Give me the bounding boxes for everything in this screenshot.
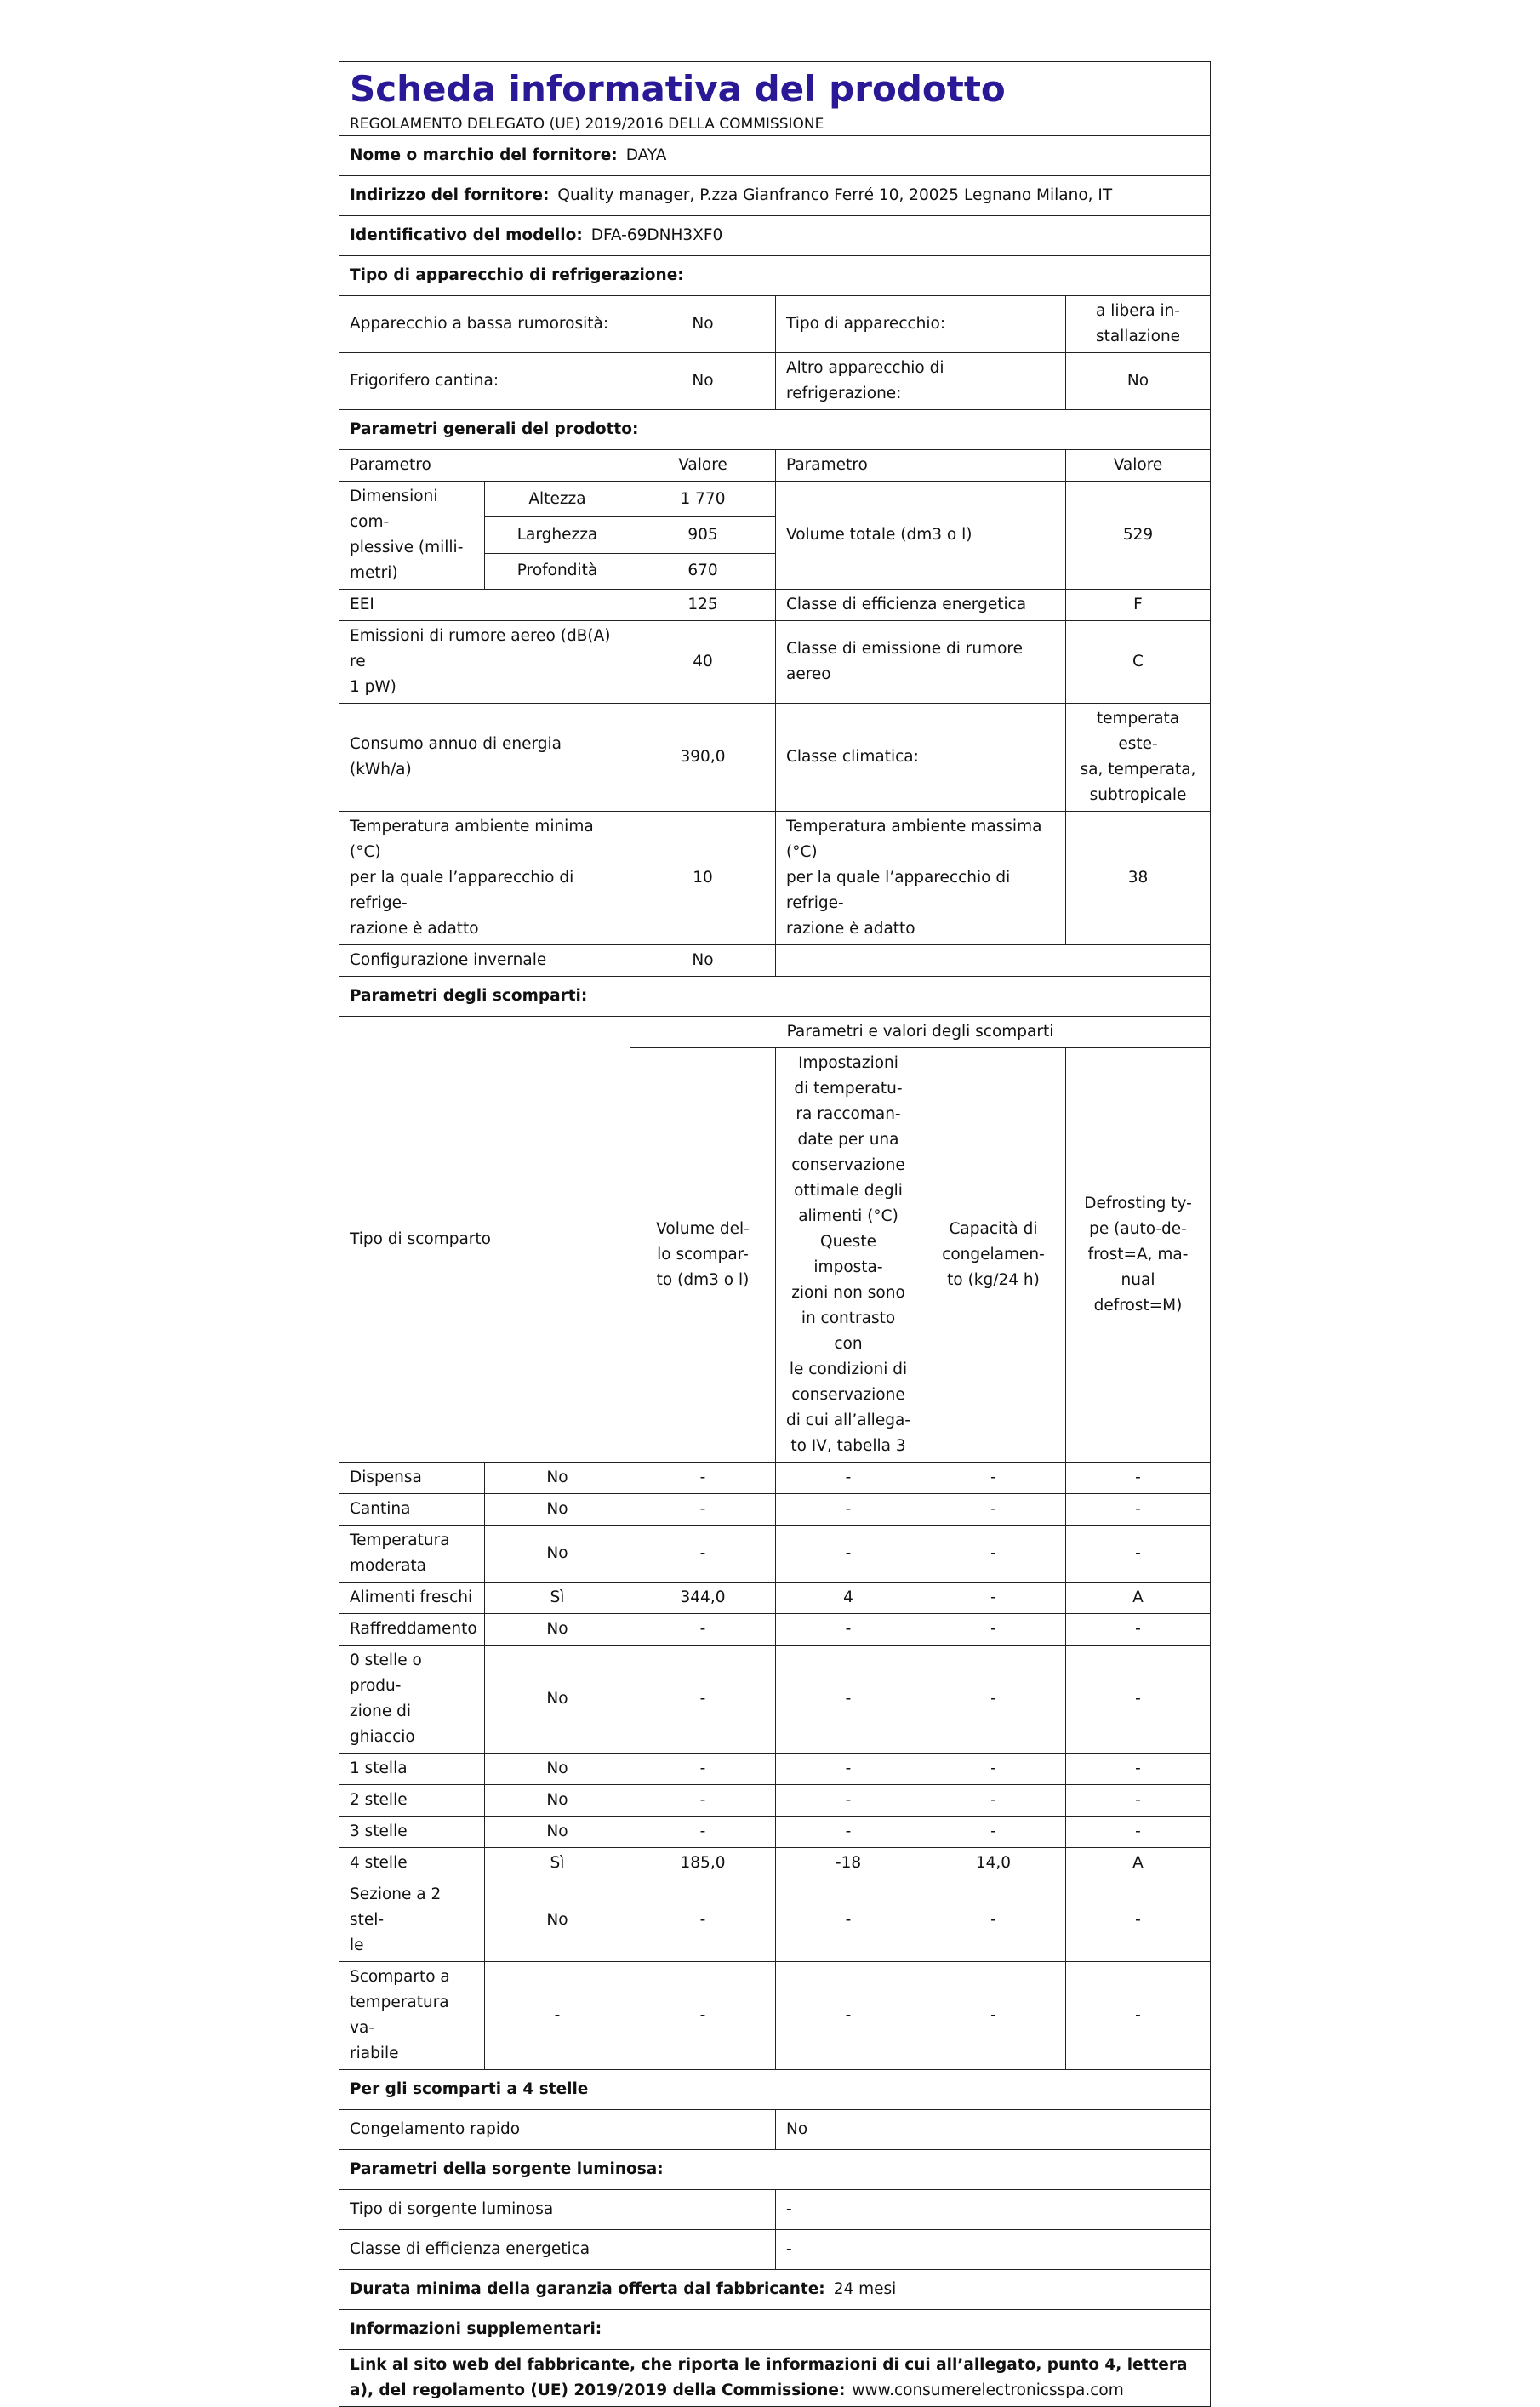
- compartment-present: No: [485, 1463, 630, 1494]
- general-param-value: 390,0: [630, 704, 776, 812]
- compartments-group-header: Parametri e valori degli scomparti: [630, 1017, 1211, 1048]
- compartment-freezing-capacity: -: [921, 1614, 1066, 1646]
- compartment-volume: -: [630, 1646, 776, 1754]
- general-param-value: 10: [630, 812, 776, 945]
- appliance-row: [339, 353, 1211, 410]
- additional-heading-row: [339, 2310, 1211, 2350]
- winter-config-label: Configurazione invernale: [339, 945, 630, 977]
- compartment-row: [339, 1817, 1211, 1848]
- compartment-present: No: [485, 1646, 630, 1754]
- light-source-row: [339, 2190, 1211, 2230]
- dimension-value: 905: [630, 517, 776, 553]
- supplier-name-row: [339, 136, 1211, 176]
- compartment-temperature: -: [776, 1463, 921, 1494]
- general-param-value: F: [1066, 590, 1211, 621]
- compartment-freezing-capacity: -: [921, 1583, 1066, 1614]
- general-param-value: temperata este- sa, temperata, subtropicale: [1066, 704, 1211, 812]
- compartment-name: 4 stelle: [339, 1848, 485, 1879]
- general-param-label: Classe climatica:: [776, 704, 1066, 812]
- empty-cell: [776, 945, 1211, 977]
- general-param-row: [339, 621, 1211, 704]
- column-header-value: Valore: [1066, 450, 1211, 482]
- supplier-address-label: Indirizzo del fornitore:: [350, 186, 550, 204]
- product-sheet-table: [339, 61, 1211, 2407]
- compartment-freezing-capacity: -: [921, 1526, 1066, 1583]
- compartment-row: [339, 1494, 1211, 1526]
- compartment-row: [339, 1754, 1211, 1785]
- winter-config-value: No: [630, 945, 776, 977]
- compartment-defrosting-type: -: [1066, 1463, 1211, 1494]
- total-volume-value: 529: [1066, 482, 1211, 590]
- compartment-name: Dispensa: [339, 1463, 485, 1494]
- compartment-volume: 185,0: [630, 1848, 776, 1879]
- compartment-freezing-capacity: -: [921, 1785, 1066, 1817]
- compartment-volume: -: [630, 1817, 776, 1848]
- compartment-freezing-capacity: -: [921, 1463, 1066, 1494]
- dimension-name: Larghezza: [485, 517, 630, 553]
- compartment-temperature: -: [776, 1494, 921, 1526]
- compartment-freezing-capacity: -: [921, 1879, 1066, 1962]
- supplier-address-row: [339, 176, 1211, 216]
- compartment-present: No: [485, 1614, 630, 1646]
- compartment-row: [339, 1848, 1211, 1879]
- compartment-temperature: -: [776, 1754, 921, 1785]
- general-params-heading: Parametri generali del prodotto:: [339, 410, 1211, 450]
- compartment-present: Sì: [485, 1848, 630, 1879]
- light-source-value: -: [776, 2190, 1211, 2230]
- appliance-type-heading: Tipo di apparecchio di refrigerazione:: [339, 256, 1211, 296]
- column-header-parameter: Parametro: [776, 450, 1066, 482]
- general-header-row: [339, 450, 1211, 482]
- compartment-volume: -: [630, 1754, 776, 1785]
- compartment-defrosting-type: -: [1066, 1879, 1211, 1962]
- compartment-volume: -: [630, 1526, 776, 1583]
- compartment-present: No: [485, 1494, 630, 1526]
- general-param-row: [339, 590, 1211, 621]
- additional-info-heading: Informazioni supplementari:: [339, 2310, 1211, 2350]
- compartment-row: [339, 1526, 1211, 1583]
- compartment-temperature: -: [776, 1646, 921, 1754]
- compartment-temperature: -: [776, 1817, 921, 1848]
- compartment-volume: -: [630, 1494, 776, 1526]
- compartment-row: [339, 1879, 1211, 1962]
- compartments-heading: Parametri degli scomparti:: [339, 977, 1211, 1017]
- compartments-group-row: [339, 1017, 1211, 1048]
- supplier-address-value: Quality manager, P.zza Gianfranco Ferré 10, 20025 Legnano Milano, IT: [557, 186, 1113, 204]
- compartment-freezing-capacity: -: [921, 1754, 1066, 1785]
- manufacturer-link-url[interactable]: www.consumerelectronicsspa.com: [852, 2381, 1124, 2399]
- compartment-type-header: Tipo di scomparto: [339, 1017, 630, 1463]
- manufacturer-link-row: [339, 2350, 1211, 2407]
- compartment-temperature: -18: [776, 1848, 921, 1879]
- total-volume-label: Volume totale (dm3 o l): [776, 482, 1066, 590]
- dimension-name: Altezza: [485, 482, 630, 517]
- dimension-value: 1 770: [630, 482, 776, 517]
- compartment-volume: -: [630, 1785, 776, 1817]
- warranty-cell: [339, 2270, 1211, 2310]
- compartment-defrosting-type: -: [1066, 1526, 1211, 1583]
- appliance-param-label: Frigorifero cantina:: [339, 353, 630, 410]
- compartment-name: Sezione a 2 stel- le: [339, 1879, 485, 1962]
- compartment-present: No: [485, 1754, 630, 1785]
- dimension-row: [339, 482, 1211, 517]
- compartment-row: [339, 1962, 1211, 2070]
- model-id-value: DFA-69DNH3XF0: [590, 226, 723, 244]
- manufacturer-link-cell: [339, 2350, 1211, 2407]
- supplier-name-value: DAYA: [625, 146, 667, 164]
- compartment-volume: 344,0: [630, 1583, 776, 1614]
- compartment-defrosting-type: -: [1066, 1646, 1211, 1754]
- compartment-volume: -: [630, 1463, 776, 1494]
- compartment-name: Temperatura moderata: [339, 1526, 485, 1583]
- volume-header: Volume del- lo scompar- to (dm3 o l): [630, 1048, 776, 1463]
- defrosting-type-header: Defrosting ty- pe (auto-de- frost=A, ma- nual defrost=M): [1066, 1048, 1211, 1463]
- general-param-value: 40: [630, 621, 776, 704]
- light-source-value: -: [776, 2230, 1211, 2270]
- general-param-value: 38: [1066, 812, 1211, 945]
- general-heading-row: [339, 410, 1211, 450]
- compartment-row: [339, 1463, 1211, 1494]
- compartment-freezing-capacity: -: [921, 1817, 1066, 1848]
- warranty-value: 24 mesi: [833, 2280, 897, 2298]
- compartment-present: No: [485, 1817, 630, 1848]
- appliance-param-label: Altro apparecchio di refrigerazione:: [776, 353, 1066, 410]
- dimension-name: Profondità: [485, 553, 630, 589]
- compartment-volume: -: [630, 1614, 776, 1646]
- compartment-freezing-capacity: -: [921, 1494, 1066, 1526]
- light-source-row: [339, 2230, 1211, 2270]
- appliance-param-value: No: [630, 353, 776, 410]
- column-header-value: Valore: [630, 450, 776, 482]
- general-param-label: Emissioni di rumore aereo (dB(A) re 1 pW): [339, 621, 630, 704]
- compartment-name: 1 stella: [339, 1754, 485, 1785]
- warranty-row: [339, 2270, 1211, 2310]
- appliance-param-label: Apparecchio a bassa rumorosità:: [339, 296, 630, 353]
- manufacturer-link-label: Link al sito web del fabbricante, che riporta le informazioni di cui all’allegato, punto 4, lettera a), del regolamento (UE) 2019/2019 della Commissione:: [350, 2356, 1188, 2399]
- compartments-heading-row: [339, 977, 1211, 1017]
- four-star-heading-row: [339, 2070, 1211, 2110]
- regulation-subtitle: REGOLAMENTO DELEGATO (UE) 2019/2016 DELLA COMMISSIONE: [350, 116, 824, 133]
- model-id-label: Identificativo del modello:: [350, 226, 583, 244]
- compartment-name: 0 stelle o produ- zione di ghiaccio: [339, 1646, 485, 1754]
- fast-freeze-value: No: [776, 2110, 1211, 2150]
- general-param-label: Consumo annuo di energia (kWh/a): [339, 704, 630, 812]
- compartment-name: Cantina: [339, 1494, 485, 1526]
- general-param-row: [339, 704, 1211, 812]
- general-param-label: Classe di emissione di rumore aereo: [776, 621, 1066, 704]
- general-param-value: C: [1066, 621, 1211, 704]
- dimension-value: 670: [630, 553, 776, 589]
- supplier-name-label: Nome o marchio del fornitore:: [350, 146, 618, 164]
- compartment-temperature: 4: [776, 1583, 921, 1614]
- warranty-label: Durata minima della garanzia offerta dal fabbricante:: [350, 2280, 825, 2298]
- compartment-temperature: -: [776, 1785, 921, 1817]
- appliance-param-value: No: [630, 296, 776, 353]
- general-param-value: 125: [630, 590, 776, 621]
- product-information-sheet: [339, 61, 1210, 2407]
- compartment-name: Scomparto a temperatura va- riabile: [339, 1962, 485, 2070]
- compartment-name: Alimenti freschi: [339, 1583, 485, 1614]
- compartment-volume: -: [630, 1962, 776, 2070]
- model-id-row: [339, 216, 1211, 256]
- compartment-temperature: -: [776, 1614, 921, 1646]
- compartment-row: [339, 1785, 1211, 1817]
- sheet-title-text: Scheda informativa del prodotto: [350, 68, 1006, 110]
- compartment-defrosting-type: -: [1066, 1494, 1211, 1526]
- compartment-freezing-capacity: 14,0: [921, 1848, 1066, 1879]
- appliance-row: [339, 296, 1211, 353]
- fast-freeze-row: [339, 2110, 1211, 2150]
- compartment-name: 2 stelle: [339, 1785, 485, 1817]
- appliance-param-label: Tipo di apparecchio:: [776, 296, 1066, 353]
- general-param-label: EEI: [339, 590, 630, 621]
- compartment-name: 3 stelle: [339, 1817, 485, 1848]
- compartment-present: No: [485, 1879, 630, 1962]
- compartment-defrosting-type: -: [1066, 1962, 1211, 2070]
- compartment-defrosting-type: -: [1066, 1785, 1211, 1817]
- compartment-defrosting-type: -: [1066, 1817, 1211, 1848]
- dimensions-label: Dimensioni com- plessive (milli- metri): [339, 482, 485, 590]
- compartment-row: [339, 1614, 1211, 1646]
- winter-config-row: [339, 945, 1211, 977]
- light-source-label: Classe di efficienza energetica: [339, 2230, 776, 2270]
- four-star-heading: Per gli scomparti a 4 stelle: [339, 2070, 1211, 2110]
- freezing-capacity-header: Capacità di congelamen- to (kg/24 h): [921, 1048, 1066, 1463]
- compartment-volume: -: [630, 1879, 776, 1962]
- general-param-row: [339, 812, 1211, 945]
- compartment-freezing-capacity: -: [921, 1962, 1066, 2070]
- compartment-defrosting-type: -: [1066, 1614, 1211, 1646]
- compartment-defrosting-type: A: [1066, 1583, 1211, 1614]
- compartment-defrosting-type: -: [1066, 1754, 1211, 1785]
- compartment-defrosting-type: A: [1066, 1848, 1211, 1879]
- compartment-name: Raffreddamento: [339, 1614, 485, 1646]
- light-source-heading: Parametri della sorgente luminosa:: [339, 2150, 1211, 2190]
- column-header-parameter: Parametro: [339, 450, 630, 482]
- appliance-param-value: a libera in- stallazione: [1066, 296, 1211, 353]
- compartment-temperature: -: [776, 1962, 921, 2070]
- general-param-label: Temperatura ambiente massima (°C) per la quale l’apparecchio di refrige- razione è adatto: [776, 812, 1066, 945]
- sheet-title: [339, 62, 1211, 136]
- compartment-row: [339, 1583, 1211, 1614]
- compartment-present: -: [485, 1962, 630, 2070]
- compartment-freezing-capacity: -: [921, 1646, 1066, 1754]
- compartment-present: Sì: [485, 1583, 630, 1614]
- compartment-present: No: [485, 1526, 630, 1583]
- temperature-header: Impostazioni di temperatu- ra raccoman- date per una conservazione ottimale degli alimenti (°C) Queste imposta- zioni non sono in contrasto con le condizioni di conservazione di cui all’allega- to IV, tabella 3: [776, 1048, 921, 1463]
- general-param-label: Classe di efficienza energetica: [776, 590, 1066, 621]
- light-source-label: Tipo di sorgente luminosa: [339, 2190, 776, 2230]
- appliance-param-value: No: [1066, 353, 1211, 410]
- compartment-temperature: -: [776, 1526, 921, 1583]
- light-heading-row: [339, 2150, 1211, 2190]
- compartment-present: No: [485, 1785, 630, 1817]
- compartment-row: [339, 1646, 1211, 1754]
- compartment-temperature: -: [776, 1879, 921, 1962]
- general-param-label: Temperatura ambiente minima (°C) per la quale l’apparecchio di refrige- razione è adatto: [339, 812, 630, 945]
- fast-freeze-label: Congelamento rapido: [339, 2110, 776, 2150]
